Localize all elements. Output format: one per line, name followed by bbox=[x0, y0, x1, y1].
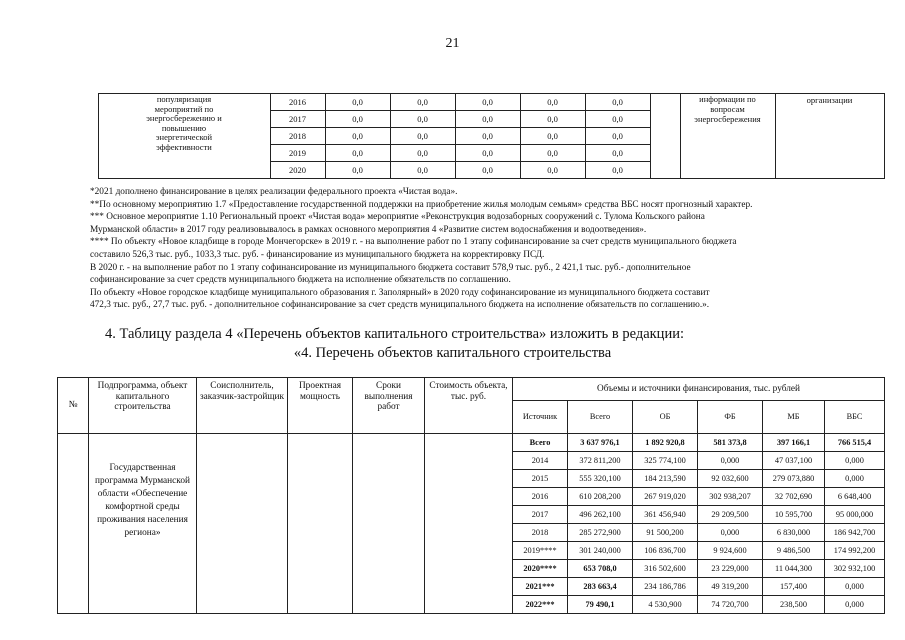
vbs-cell: 0,000 bbox=[825, 596, 885, 614]
year-cell: 2019 bbox=[270, 145, 325, 162]
ob-cell: 91 500,200 bbox=[633, 524, 698, 542]
header-subprogram: Подпрограмма, объект капитального строительства bbox=[89, 378, 197, 434]
empty-cell bbox=[650, 94, 680, 179]
program-name: Государственная программа Мурманской области «Обеспечение комфортной среды проживания населения региона» bbox=[89, 434, 197, 614]
value-cell: 0,0 bbox=[390, 94, 455, 111]
vbs-cell: 6 648,400 bbox=[825, 488, 885, 506]
fb-cell: 0,000 bbox=[698, 452, 763, 470]
value-cell: 0,0 bbox=[455, 111, 520, 128]
vbs-cell: 302 932,100 bbox=[825, 560, 885, 578]
value-cell: 0,0 bbox=[585, 128, 650, 145]
source-cell: 2015 bbox=[513, 470, 568, 488]
mb-cell: 279 073,880 bbox=[763, 470, 825, 488]
mb-cell: 238,500 bbox=[763, 596, 825, 614]
capital-construction-table bbox=[57, 377, 885, 614]
terms-cell bbox=[353, 434, 425, 614]
total-cell: 79 490,1 bbox=[568, 596, 633, 614]
source-cell: 2016 bbox=[513, 488, 568, 506]
footnote: 472,3 тыс. руб., 27,7 тыс. руб. - дополнительное софинансирование за счет средств муниципального бюджета на исполнение обязательств по соглашению.». bbox=[90, 300, 710, 311]
value-cell: 0,0 bbox=[520, 145, 585, 162]
capacity-cell bbox=[288, 434, 353, 614]
ob-cell: 316 502,600 bbox=[633, 560, 698, 578]
section-title: 4. Таблицу раздела 4 «Перечень объектов капитального строительства» изложить в редакции: bbox=[105, 326, 684, 342]
ob-cell: 361 456,940 bbox=[633, 506, 698, 524]
value-cell: 0,0 bbox=[520, 111, 585, 128]
total-cell: 653 708,0 bbox=[568, 560, 633, 578]
value-cell: 0,0 bbox=[325, 145, 390, 162]
value-cell: 0,0 bbox=[520, 94, 585, 111]
value-cell: 0,0 bbox=[390, 162, 455, 179]
fb-cell: 74 720,700 bbox=[698, 596, 763, 614]
footnote: По объекту «Новое городское кладбище муниципального образования г. Заполярный» в 2020 году софинансирование из муниципального бюджета составит bbox=[90, 287, 710, 298]
value-cell: 0,0 bbox=[585, 162, 650, 179]
header-ob: ОБ bbox=[633, 401, 698, 434]
info-cell: информации по вопросам энергосбережения bbox=[680, 94, 775, 179]
ob-cell: 106 836,700 bbox=[633, 542, 698, 560]
fb-cell: 9 924,600 bbox=[698, 542, 763, 560]
source-cell: 2017 bbox=[513, 506, 568, 524]
source-cell: 2019**** bbox=[513, 542, 568, 560]
value-cell: 0,0 bbox=[325, 111, 390, 128]
total-cell: 3 637 976,1 bbox=[568, 434, 633, 452]
value-cell: 0,0 bbox=[325, 128, 390, 145]
organization-cell: организации bbox=[775, 94, 884, 179]
total-cell: 555 320,100 bbox=[568, 470, 633, 488]
total-cell: 283 663,4 bbox=[568, 578, 633, 596]
ob-cell: 184 213,590 bbox=[633, 470, 698, 488]
footnote: *2021 дополнено финансирование в целях реализации федерального проекта «Чистая вода». bbox=[90, 187, 458, 197]
source-cell: 2022*** bbox=[513, 596, 568, 614]
value-cell: 0,0 bbox=[390, 128, 455, 145]
header-co-executor: Соисполнитель, заказчик-застройщик bbox=[197, 378, 288, 434]
footnote: **** По объекту «Новое кладбище в городе Мончегорске» в 2019 г. - на выполнение работ по 1 этапу софинансирование за счет средств муниципального бюджета bbox=[90, 237, 737, 248]
value-cell: 0,0 bbox=[455, 128, 520, 145]
vbs-cell: 186 942,700 bbox=[825, 524, 885, 542]
vbs-cell: 0,000 bbox=[825, 578, 885, 596]
value-cell: 0,0 bbox=[455, 145, 520, 162]
table-row bbox=[58, 434, 885, 452]
vbs-cell: 766 515,4 bbox=[825, 434, 885, 452]
footnote: софинансирование за счет средств муниципального бюджета на исполнение обязательств по соглашению. bbox=[90, 275, 511, 286]
source-cell: 2021*** bbox=[513, 578, 568, 596]
fb-cell: 0,000 bbox=[698, 524, 763, 542]
footnote: *** Основное мероприятие 1.10 Региональный проект «Чистая вода» мероприятие «Реконструкция водозаборных сооружений с. Тулома Кольского района bbox=[90, 212, 705, 223]
footnote: составило 526,3 тыс. руб., 1033,3 тыс. руб. - финансирование из муниципального бюджета на корректировку ПСД. bbox=[90, 249, 545, 260]
mb-cell: 157,400 bbox=[763, 578, 825, 596]
fb-cell: 49 319,200 bbox=[698, 578, 763, 596]
page-number: 21 bbox=[445, 36, 460, 51]
section-subtitle: «4. Перечень объектов капитального строительства bbox=[293, 345, 612, 361]
value-cell: 0,0 bbox=[520, 162, 585, 179]
year-cell: 2017 bbox=[270, 111, 325, 128]
total-cell: 610 208,200 bbox=[568, 488, 633, 506]
total-cell: 285 272,900 bbox=[568, 524, 633, 542]
source-cell: Всего bbox=[513, 434, 568, 452]
total-cell: 496 262,100 bbox=[568, 506, 633, 524]
fb-cell: 302 938,207 bbox=[698, 488, 763, 506]
mb-cell: 47 037,100 bbox=[763, 452, 825, 470]
header-funding: Объемы и источники финансирования, тыс. рублей bbox=[513, 378, 885, 401]
header-capacity: Проектная мощность bbox=[288, 378, 353, 434]
ob-cell: 267 919,020 bbox=[633, 488, 698, 506]
value-cell: 0,0 bbox=[455, 94, 520, 111]
value-cell: 0,0 bbox=[585, 111, 650, 128]
value-cell: 0,0 bbox=[390, 111, 455, 128]
vbs-cell: 0,000 bbox=[825, 452, 885, 470]
total-cell: 301 240,000 bbox=[568, 542, 633, 560]
source-cell: 2018 bbox=[513, 524, 568, 542]
header-number: № bbox=[58, 378, 89, 434]
source-cell: 2020**** bbox=[513, 560, 568, 578]
year-cell: 2016 bbox=[270, 94, 325, 111]
year-cell: 2018 bbox=[270, 128, 325, 145]
header-total: Всего bbox=[568, 401, 633, 434]
header-mb: МБ bbox=[763, 401, 825, 434]
footnote: **По основному мероприятию 1.7 «Предоставление государственной поддержки на приобретение жилья молодым семьям» средства ВБС носят прогнозный характер. bbox=[90, 199, 753, 210]
number-cell bbox=[58, 434, 89, 614]
empty-number-cell bbox=[58, 94, 98, 179]
mb-cell: 9 486,500 bbox=[763, 542, 825, 560]
vbs-cell: 174 992,200 bbox=[825, 542, 885, 560]
header-fb: ФБ bbox=[698, 401, 763, 434]
fb-cell: 581 373,8 bbox=[698, 434, 763, 452]
header-source: Источник bbox=[513, 401, 568, 434]
ob-cell: 325 774,100 bbox=[633, 452, 698, 470]
footnote: Мурманской области» в 2017 году реализовывалось в рамках основного мероприятия 4 «Развитие систем водоснабжения и водоотведения». bbox=[90, 224, 647, 235]
header-terms: Сроки выполнения работ bbox=[353, 378, 425, 434]
footnotes bbox=[90, 186, 880, 312]
continuation-table bbox=[58, 93, 885, 179]
fb-cell: 92 032,600 bbox=[698, 470, 763, 488]
mb-cell: 11 044,300 bbox=[763, 560, 825, 578]
value-cell: 0,0 bbox=[390, 145, 455, 162]
cost-cell bbox=[425, 434, 513, 614]
value-cell: 0,0 bbox=[455, 162, 520, 179]
value-cell: 0,0 bbox=[325, 162, 390, 179]
table-row bbox=[58, 94, 884, 111]
ob-cell: 4 530,900 bbox=[633, 596, 698, 614]
value-cell: 0,0 bbox=[585, 145, 650, 162]
total-cell: 372 811,200 bbox=[568, 452, 633, 470]
header-cost: Стоимость объекта, тыс. руб. bbox=[425, 378, 513, 434]
co-executor-cell bbox=[197, 434, 288, 614]
footnote: В 2020 г. - на выполнение работ по 1 этапу софинансирование из муниципального бюджета составит 578,9 тыс. руб., 2 421,1 тыс. руб.- дополнительное bbox=[90, 262, 691, 273]
measure-description: популяризация мероприятий по энергосбережению и повышению энергетической эффективности bbox=[98, 94, 270, 179]
vbs-cell: 95 000,000 bbox=[825, 506, 885, 524]
vbs-cell: 0,000 bbox=[825, 470, 885, 488]
mb-cell: 32 702,690 bbox=[763, 488, 825, 506]
source-cell: 2014 bbox=[513, 452, 568, 470]
value-cell: 0,0 bbox=[585, 94, 650, 111]
mb-cell: 397 166,1 bbox=[763, 434, 825, 452]
mb-cell: 10 595,700 bbox=[763, 506, 825, 524]
value-cell: 0,0 bbox=[325, 94, 390, 111]
ob-cell: 1 892 920,8 bbox=[633, 434, 698, 452]
mb-cell: 6 830,000 bbox=[763, 524, 825, 542]
ob-cell: 234 186,786 bbox=[633, 578, 698, 596]
header-row bbox=[58, 378, 885, 401]
header-vbs: ВБС bbox=[825, 401, 885, 434]
year-cell: 2020 bbox=[270, 162, 325, 179]
value-cell: 0,0 bbox=[520, 128, 585, 145]
fb-cell: 29 209,500 bbox=[698, 506, 763, 524]
fb-cell: 23 229,000 bbox=[698, 560, 763, 578]
